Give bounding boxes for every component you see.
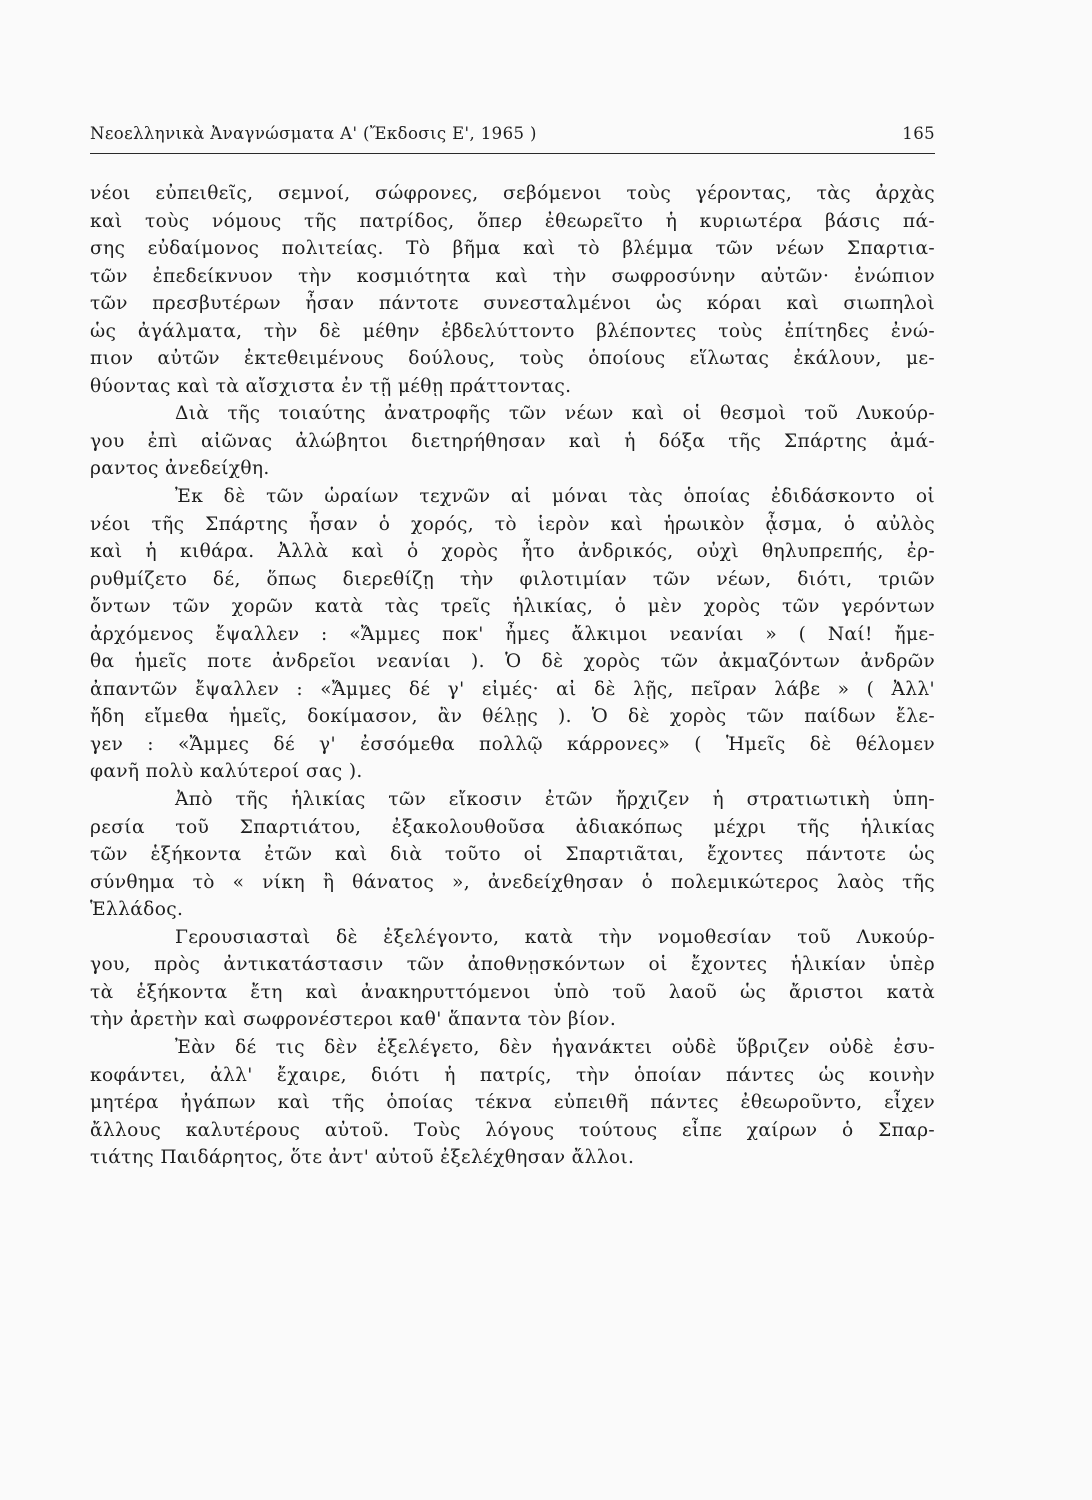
text-line: τὴν ἀρετὴν καὶ σωφρονέστεροι καθ' ἅπαντα τὸν βίον.	[90, 1009, 617, 1031]
text-line: τῶν ἑξήκοντα ἐτῶν καὶ διὰ τοῦτο οἱ Σπαρτιᾶται, ἔχοντες πάντοτε ὡς	[90, 844, 935, 866]
paragraph	[90, 483, 935, 786]
text-line: μητέρα ἠγάπων καὶ τῆς ὁποίας τέκνα εὐπειθῆ πάντες ἐθεωροῦντο, εἶχεν	[90, 1092, 935, 1114]
text-line: Ἐκ δὲ τῶν ὡραίων τεχνῶν αἱ μόναι τὰς ὁποίας ἐδιδάσκοντο οἱ	[175, 486, 935, 508]
text-line: ρεσία τοῦ Σπαρτιάτου, ἐξακολουθοῦσα ἀδιακόπως μέχρι τῆς ἡλικίας	[90, 816, 935, 838]
text-line: ἀρχόμενος ἔψαλλεν : «Ἄμμες ποκ' ἦμες ἄλκιμοι νεανίαι » ( Ναί! ἤμε-	[90, 623, 935, 645]
text-line: καὶ ἡ κιθάρα. Ἀλλὰ καὶ ὁ χορὸς ἦτο ἀνδρικός, οὐχὶ θηλυπρεπής, ἐρ-	[90, 541, 935, 563]
paragraph	[90, 924, 935, 1034]
paragraph	[90, 786, 935, 924]
paragraph	[90, 1034, 935, 1172]
text-line: νέοι εὐπειθεῖς, σεμνοί, σώφρονες, σεβόμενοι τοὺς γέροντας, τὰς ἀρχὰς	[90, 183, 935, 204]
text-line: τὰ ἑξήκοντα ἔτη καὶ ἀνακηρυττόμενοι ὑπὸ τοῦ λαοῦ ὡς ἄριστοι κατὰ	[90, 981, 935, 1003]
text-line: πιον αὐτῶν ἐκτεθειμένους δούλους, τοὺς ὁποίους εἵλωτας ἐκάλουν, με-	[90, 348, 935, 370]
body-text	[90, 180, 935, 1172]
text-line: ἀπαντῶν ἔψαλλεν : «Ἄμμες δέ γ' εἰμές· αἰ δὲ λῇς, πεῖραν λάβε » ( Ἀλλ'	[90, 678, 935, 700]
text-line: ραντος ἀνεδείχθη.	[90, 458, 270, 480]
text-line: νέοι τῆς Σπάρτης ἦσαν ὁ χορός, τὸ ἱερὸν καὶ ἡρωικὸν ᾆσμα, ὁ αὐλὸς	[90, 513, 935, 535]
text-line: ὄντων τῶν χορῶν κατὰ τὰς τρεῖς ἡλικίας, ὁ μὲν χορὸς τῶν γερόντων	[90, 596, 935, 618]
text-line: θύοντας καὶ τὰ αἴσχιστα ἐν τῇ μέθῃ πράττοντας.	[90, 375, 572, 397]
text-line: γου, πρὸς ἀντικατάστασιν τῶν ἀποθνῃσκόντων οἱ ἔχοντες ἡλικίαν ὑπὲρ	[90, 954, 935, 976]
text-line: τῶν ἐπεδείκνυον τὴν κοσμιότητα καὶ τὴν σωφροσύνην αὐτῶν· ἐνώπιον	[90, 265, 935, 287]
header-rule	[90, 153, 935, 154]
text-line: φανῆ πολὺ καλύτεροί σας ).	[90, 761, 363, 783]
text-line: τιάτης Παιδάρητος, ὅτε ἀντ' αὐτοῦ ἐξελέχθησαν ἄλλοι.	[90, 1147, 635, 1169]
text-line: θα ἡμεῖς ποτε ἀνδρεῖοι νεανίαι ). Ὁ δὲ χορὸς τῶν ἀκμαζόντων ἀνδρῶν	[90, 651, 935, 673]
paragraph	[90, 400, 935, 483]
text-line: γου ἐπὶ αἰῶνας ἀλώβητοι διετηρήθησαν καὶ ἡ δόξα τῆς Σπάρτης ἀμά-	[90, 430, 935, 452]
paragraph	[90, 180, 935, 400]
text-line: γεν : «Ἄμμες δέ γ' ἐσσόμεθα πολλῷ κάρρονες» ( Ἡμεῖς δὲ θέλομεν	[90, 733, 935, 755]
text-line: ὡς ἀγάλματα, τὴν δὲ μέθην ἐβδελύττοντο βλέποντες τοὺς ἐπίτηδες ἐνώ-	[90, 320, 935, 342]
text-line: ἤδη εἴμεθα ἡμεῖς, δοκίμασον, ἂν θέλῃς ). Ὁ δὲ χορὸς τῶν παίδων ἔλε-	[90, 706, 935, 728]
text-line: ἄλλους καλυτέρους αὐτοῦ. Τοὺς λόγους τούτους εἶπε χαίρων ὁ Σπαρ-	[90, 1119, 935, 1141]
text-line: Ἀπὸ τῆς ἡλικίας τῶν εἴκοσιν ἐτῶν ἤρχιζεν ἡ στρατιωτικὴ ὑπη-	[175, 789, 935, 811]
running-title: Νεοελληνικὰ Ἀναγνώσματα Α' (Ἔκδοσις Ε', 1965 )	[90, 124, 537, 143]
text-line: σης εὐδαίμονος πολιτείας. Τὸ βῆμα καὶ τὸ βλέμμα τῶν νέων Σπαρτια-	[90, 238, 935, 260]
text-line: Γερουσιασταὶ δὲ ἐξελέγοντο, κατὰ τὴν νομοθεσίαν τοῦ Λυκούρ-	[175, 926, 935, 948]
text-line: καὶ τοὺς νόμους τῆς πατρίδος, ὅπερ ἐθεωρεῖτο ἡ κυριωτέρα βάσις πά-	[90, 210, 935, 232]
text-line: ρυθμίζετο δέ, ὅπως διερεθίζῃ τὴν φιλοτιμίαν τῶν νέων, διότι, τριῶν	[90, 568, 935, 590]
text-line: σύνθημα τὸ « νίκη ἢ θάνατος », ἀνεδείχθησαν ὁ πολεμικώτερος λαὸς τῆς	[90, 871, 935, 893]
text-line: τῶν πρεσβυτέρων ἦσαν πάντοτε συνεσταλμένοι ὡς κόραι καὶ σιωπηλοὶ	[90, 293, 935, 315]
text-line: Διὰ τῆς τοιαύτης ἀνατροφῆς τῶν νέων καὶ οἱ θεσμοὶ τοῦ Λυκούρ-	[175, 403, 935, 425]
running-header	[90, 124, 935, 150]
page-number: 165	[902, 124, 935, 143]
text-line: Ἐὰν δέ τις δὲν ἐξελέγετο, δὲν ἠγανάκτει οὐδὲ ὕβριζεν οὐδὲ ἐσυ-	[175, 1036, 935, 1058]
text-line: Ἑλλάδος.	[90, 899, 184, 921]
text-line: κοφάντει, ἀλλ' ἔχαιρε, διότι ἡ πατρίς, τὴν ὁποίαν πάντες ὡς κοινὴν	[90, 1064, 935, 1086]
